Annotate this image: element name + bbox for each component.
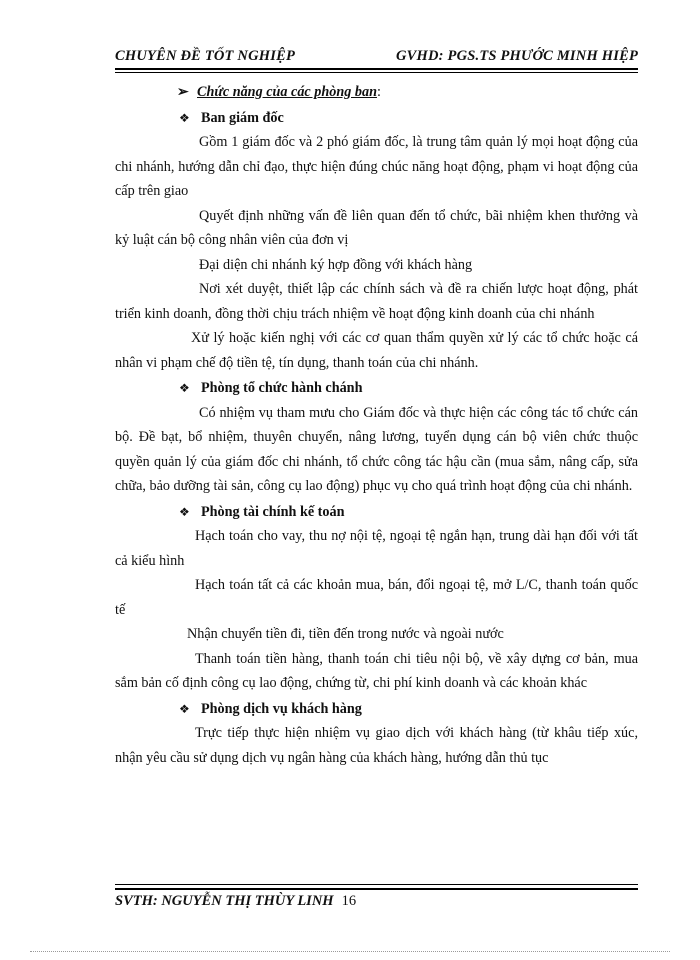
- diamond-bullet-icon: ❖: [179, 381, 190, 395]
- page-footer: [115, 893, 356, 910]
- header-left-title: CHUYÊN ĐỀ TỐT NGHIỆP: [115, 48, 296, 64]
- diamond-bullet-icon: ❖: [179, 504, 190, 519]
- paragraph: Hạch toán cho vay, thu nợ nội tệ, ngoại tệ ngắn hạn, trung dài hạn đối với tất cả kiểu hình: [115, 528, 638, 569]
- diamond-bullet-icon: ❖: [179, 110, 190, 125]
- footer-author: SVTH: NGUYỄN THỊ THÙY LINH: [115, 893, 334, 909]
- paragraph: Hạch toán tất cả các khoản mua, bán, đổi ngoại tệ, mở L/C, thanh toán quốc tế: [115, 577, 638, 618]
- heading-text: Phòng tài chính kế toán: [201, 503, 345, 520]
- heading-text: Phòng tổ chức hành chánh: [201, 380, 363, 396]
- section-title-colon: :: [376, 84, 381, 100]
- heading-text: Ban giám đốc: [201, 109, 284, 126]
- footer-rule-thick: [115, 888, 638, 890]
- page-break-divider: [30, 951, 670, 952]
- header-right-advisor: GVHD: PGS.TS PHƯỚC MINH HIỆP: [395, 48, 638, 64]
- paragraph: Có nhiệm vụ tham mưu cho Giám đốc và thực hiện các công tác tổ chức cán bộ. Đề bạt, bổ nhiệm, thuyên chuyển, nâng lương, tuyển dụng cán bộ viên chức thuộc quyền quản lý của giám đốc chi nhánh, tổ chức công tác hậu cần (mua sắm, nâng cấp, sửa chữa, bảo dưỡng tài sản, công cụ lao động) phục vụ cho quá trình hoạt động của chi nhánh.: [115, 404, 638, 494]
- paragraph: Thanh toán tiền hàng, thanh toán chi tiêu nội bộ, về xây dựng cơ bản, mua sắm bản cố định công cụ lao động, chứng từ, chi phí kinh doanh và các khoản khác: [115, 650, 638, 691]
- paragraph: Quyết định những vấn đề liên quan đến tổ chức, bãi nhiệm khen thưởng và kỷ luật cán bộ công nhân viên của đơn vị: [115, 207, 638, 248]
- heading-hanh-chanh: [115, 376, 638, 401]
- footer-rule-thin: [115, 884, 638, 885]
- heading-text: Phòng dịch vụ khách hàng: [201, 700, 362, 717]
- paragraph: Gồm 1 giám đốc và 2 phó giám đốc, là trung tâm quản lý mọi hoạt động của chi nhánh, hướng dẫn chỉ đạo, thực hiện đúng chúc năng hoạt động, phạm vi hoạt động của cấp trên giao: [115, 134, 638, 199]
- header-rule-thin: [115, 72, 638, 73]
- diamond-bullet-icon: ❖: [179, 701, 190, 716]
- page-header: [115, 44, 638, 68]
- section-title: [115, 80, 638, 105]
- paragraph: Trực tiếp thực hiện nhiệm vụ giao dịch với khách hàng (từ khâu tiếp xúc, nhận yêu cầu sử dụng dịch vụ ngân hàng của khách hàng, hướng dẫn thủ tục: [115, 725, 638, 766]
- heading-dich-vu: [115, 697, 638, 722]
- header-rule-thick: [115, 68, 638, 70]
- page-number: 16: [341, 893, 357, 909]
- section-title-text: Chức năng của các phòng ban: [197, 84, 377, 100]
- page-body: [115, 78, 638, 770]
- arrow-bullet-icon: ➢: [177, 84, 189, 100]
- paragraph: Nhận chuyển tiền đi, tiền đến trong nước và ngoài nước: [187, 626, 504, 642]
- paragraph: Xử lý hoặc kiến nghị với các cơ quan thẩm quyền xử lý các tổ chức hoặc cá nhân vi phạm chế độ tiền tệ, tín dụng, thanh toán của chi nhánh.: [115, 330, 638, 371]
- paragraph: Nơi xét duyệt, thiết lập các chính sách và đề ra chiến lược hoạt động, phát triển kinh doanh, đồng thời chịu trách nhiệm về hoạt động kinh doanh của chi nhánh: [115, 281, 638, 322]
- heading-ban-giam-doc: [115, 106, 638, 131]
- paragraph: Đại diện chi nhánh ký hợp đồng với khách hàng: [199, 256, 473, 273]
- heading-ke-toan: [115, 500, 638, 525]
